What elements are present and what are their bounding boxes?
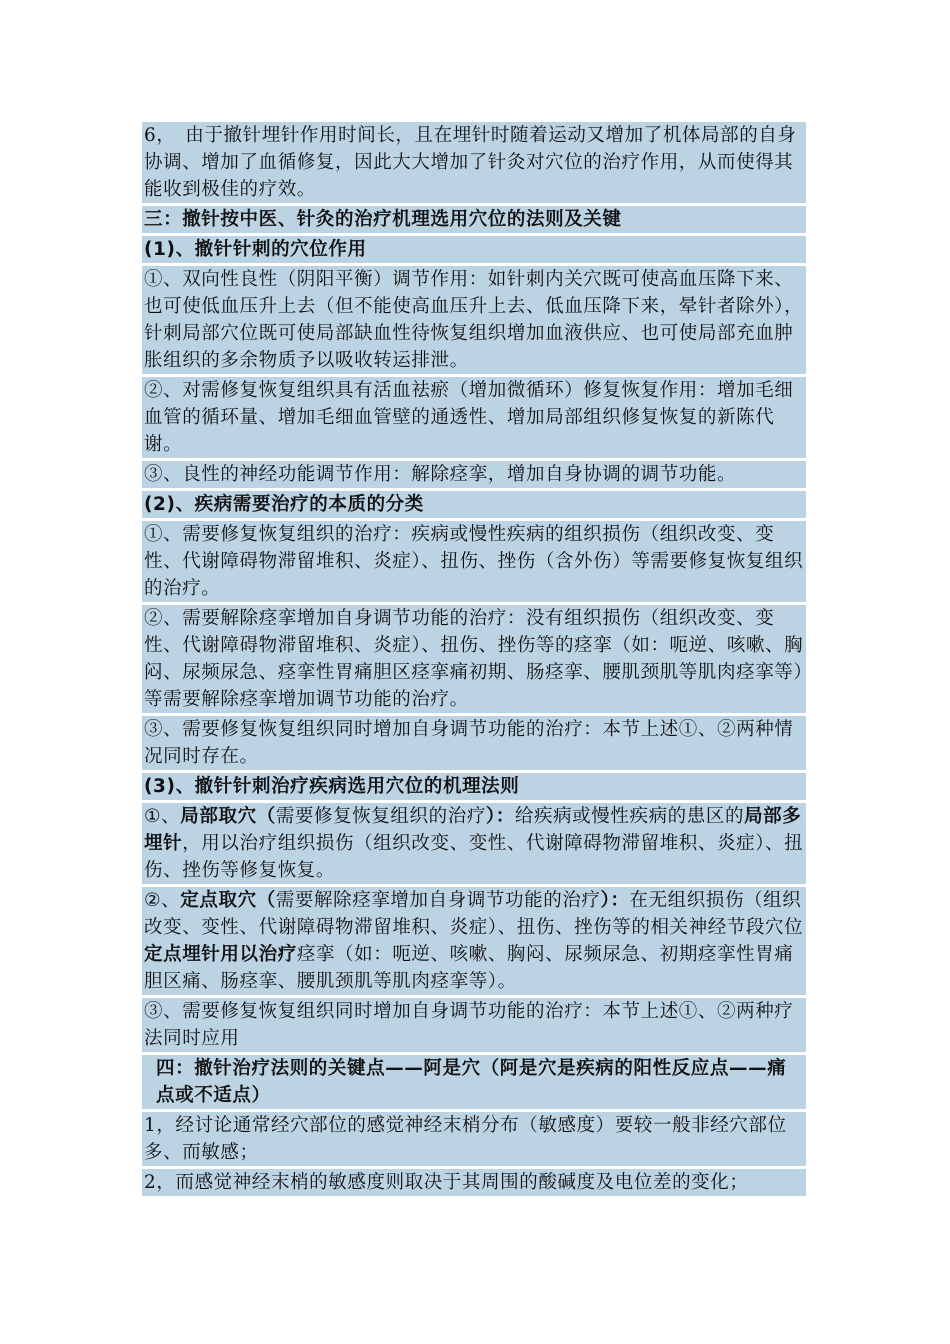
paragraph-6-long-duration [142,122,806,203]
text-run: ①、 [144,806,181,827]
text-run: (2)、疾病需要治疗的本质的分类 [144,494,424,515]
paragraph-fixed-point-selection [142,887,806,995]
bold-run: ）： [600,890,630,911]
bold-run: ）： [485,806,515,827]
subheading-3-acupoint-selection-rules [142,773,806,800]
text-run: 痉挛（如：呃逆、咳嗽、胸闷、尿频尿急、初期痉挛性胃痛胆区痛、肠痉挛、腰肌颈肌等肌肉痉挛等）。 [144,944,794,992]
text-run: ③、需要修复恢复组织同时增加自身调节功能的治疗：本节上述①、②两种疗法同时应用 [144,1001,794,1049]
text-run: 给疾病或慢性疾病的患区的 [514,806,745,827]
text-run: ③、需要修复恢复组织同时增加自身调节功能的治疗：本节上述①、②两种情况同时存在。 [144,719,794,767]
paragraph-combined-treatment [142,716,806,770]
text-run: 在无组织损伤（组织改变、变性、代谢障碍物滞留堆积、炎症）、扭伤、挫伤等的相关神经节段穴位 [144,890,804,938]
bold-run: 局部取穴（ [180,806,276,827]
paragraph-sensory-nerve-distribution [142,1112,806,1166]
paragraph-combined-methods [142,998,806,1052]
bold-run: 定点取穴（ [180,890,276,911]
text-run: 6， 由于撤针埋针作用时间长，且在埋针时随着运动又增加了机体局部的自身协调、增加了血循修复，因此大大增加了针灸对穴位的治疗作用，从而使得其能收到极佳的疗效。 [144,125,797,200]
document-body [142,122,806,1199]
subheading-2-disease-classification [142,491,806,518]
paragraph-blood-stasis-repair [142,377,806,458]
text-run: ①、双向性良性（阴阳平衡）调节作用：如针刺内关穴既可使高血压降下来、也可使低血压升上去（但不能使高血压升上去、低血压降下来，晕针者除外），针刺局部穴位既可使局部缺血性待恢复组织增加血液供应、也可使局部充血肿胀组织的多余物质予以吸收转运排泄。 [144,269,804,371]
paragraph-tissue-repair-treatment [142,521,806,602]
paragraph-sensitivity-factors [142,1169,806,1196]
text-run: (1)、撤针针刺的穴位作用 [144,239,367,260]
section-heading-4 [142,1055,806,1109]
section-heading-3 [142,206,806,233]
text-run: ③、良性的神经功能调节作用：解除痉挛，增加自身协调的调节功能。 [144,464,737,485]
text-run: ②、对需修复恢复组织具有活血祛瘀（增加微循环）修复恢复作用：增加毛细血管的循环量、增加毛细血管壁的通透性、增加局部组织修复恢复的新陈代谢。 [144,380,794,455]
paragraph-bidirectional-regulation [142,266,806,374]
text-run: 2，而感觉神经末梢的敏感度则取决于其周围的酸碱度及电位差的变化； [144,1172,749,1193]
text-run: ①、需要修复恢复组织的治疗：疾病或慢性疾病的组织损伤（组织改变、变性、代谢障碍物滞留堆积、炎症）、扭伤、挫伤（含外伤）等需要修复恢复组织的治疗。 [144,524,804,599]
text-run: ，用以治疗组织损伤（组织改变、变性、代谢障碍物滞留堆积、炎症）、扭伤、挫伤等修复恢复。 [144,833,804,881]
text-run: (3)、撤针针刺治疗疾病选用穴位的机理法则 [144,776,520,797]
text-run: ②、需要解除痉挛增加自身调节功能的治疗：没有组织损伤（组织改变、变性、代谢障碍物滞留堆积、炎症）、扭伤、挫伤等的痉挛（如：呃逆、咳嗽、胸闷、尿频尿急、痉挛性胃痛胆区痉挛痛初期、肠痉挛、腰肌颈肌等肌肉痉挛等）等需要解除痉挛增加调节功能的治疗。 [144,608,804,710]
text-run: 1，经讨论通常经穴部位的感觉神经末梢分布（敏感度）要较一般非经穴部位多、而敏感； [144,1115,787,1163]
text-run: 三：撤针按中医、针灸的治疗机理选用穴位的法则及关键 [144,209,622,230]
paragraph-local-point-selection [142,803,806,884]
text-run: 四：撤针治疗法则的关键点——阿是穴（阿是穴是疾病的阳性反应点——痛点或不适点） [156,1058,787,1106]
paragraph-nerve-regulation [142,461,806,488]
text-run: 需要解除痉挛增加自身调节功能的治疗 [275,890,601,911]
text-run: 需要修复恢复组织的治疗 [275,806,486,827]
subheading-1-acupoint-effects [142,236,806,263]
text-run: ②、 [144,890,181,911]
paragraph-spasm-relief-treatment [142,605,806,713]
bold-run: 定点埋针用以治疗 [144,944,297,965]
bold-run: 局部多埋针 [144,806,802,854]
